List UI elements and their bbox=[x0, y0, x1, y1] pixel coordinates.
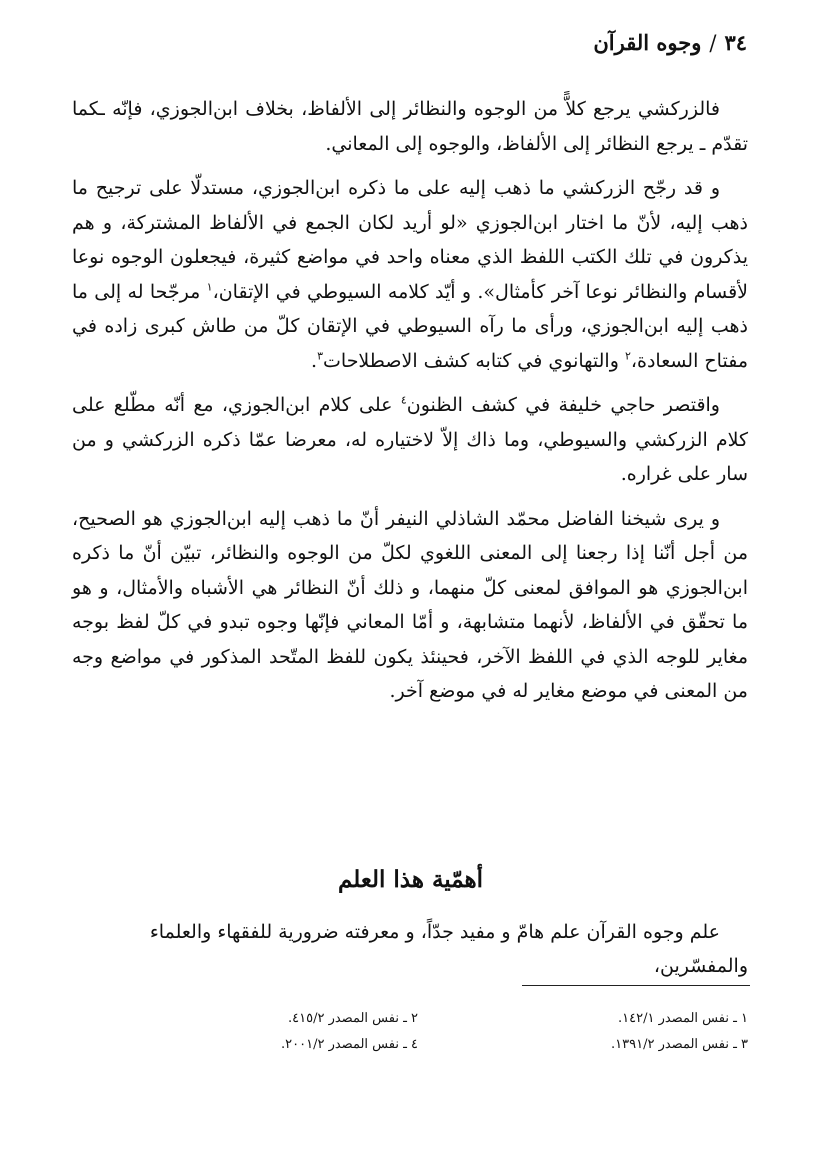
page-number: ٣٤ bbox=[724, 30, 747, 55]
footnote-row bbox=[72, 1032, 748, 1058]
paragraph-text: على كلام ابن‌الجوزي، مع أنّه مطّلع على كلام الزركشي والسيوطي، وما ذاك إلاّ لاختياره له، معرضا عمّا ذكره الزركشي و من سار على غراره. bbox=[72, 394, 748, 485]
section-first-line: علم وجوه القرآن علم هامّ و مفيد جدّاً، و معرفته ضرورية للفقهاء والعلماء والمفسّرين، bbox=[149, 921, 748, 977]
footnote-ref-1: ١ bbox=[206, 280, 213, 294]
paragraph-text: و يرى شيخنا الفاضل محمّد الشاذلي النيفر أنّ ما ذهب إليه ابن‌الجوزي هو الصحيح، من أجل أنّنا إذا رجعنا إلى المعنى اللغوي لكلّ من الوجوه والنظائر، تبيّن أنّ ما ذكره ابن‌الجوزي هو الموافق لمعنى كلّ منهما، و ذلك أنّ النظائر هي الأشباه والأمثال، و هو ما تحقّق في الألفاظ، لأنهما متشابهة، و أمّا المعاني فإنّها وجوه تبدو في كلّ لفظ بوجه مغاير للوجه الذي في اللفظ الآخر، فحينئذ يكون للفظ المتّحد المذكور في مواضع وجه من المعنى في موضع مغاير له في موضع آخر. bbox=[72, 507, 748, 702]
footnote-2: ٢ ـ نفس المصدر ٤١٥/٢. bbox=[287, 1011, 418, 1026]
paragraph-3 bbox=[72, 388, 748, 492]
header-separator: / bbox=[709, 31, 717, 55]
paragraph-4 bbox=[72, 502, 748, 709]
paragraph-1 bbox=[72, 92, 748, 161]
paragraph-text: واقتصر حاجي خليفة في كشف الظنون bbox=[406, 394, 720, 416]
paragraph-text: . bbox=[311, 349, 318, 372]
footnote-3: ٣ ـ نفس المصدر ١٣٩١/٢. bbox=[611, 1037, 748, 1052]
footnote-ref-4: ٤ bbox=[400, 393, 407, 407]
footnote-4: ٤ ـ نفس المصدر ٢٠٠١/٢. bbox=[281, 1037, 418, 1052]
paragraph-2 bbox=[72, 171, 748, 378]
footnote-ref-2: ٢ bbox=[624, 349, 631, 363]
section-heading: أهمّية هذا العلم bbox=[337, 866, 484, 893]
paragraph-text: فالزركشي يرجع كلاًّ من الوجوه والنظائر إلى الألفاظ، بخلاف ابن‌الجوزي، فإنّه ـكما تقدّم ـ يرجع النظائر إلى الألفاظ، والوجوه إلى المعاني. bbox=[72, 98, 748, 155]
footnote-divider bbox=[522, 985, 750, 986]
main-text bbox=[72, 92, 748, 709]
book-title: وجوه القرآن bbox=[593, 30, 702, 55]
paragraph-text: و قد رجّح الزركشي ما ذهب إليه على ما ذكره ابن‌الجوزي، مستدلّا على ترجيح ما ذهب إليه، لأنّ ما اختار ابن‌الجوزي «لو أريد لكان الجمع في الألفاظ المشتركة، و هم يذكرون في تلك الكتب اللفظ الذي معناه واحد في مواضع كثيرة، فيجعلون الوجوه نوعا لأقسام والنظائر نوعا آخر كأمثال». و أيّد كلامه السيوطي في الإتقان، bbox=[72, 177, 748, 303]
paragraph-text: مرجّحا له إلى ما ذهب إليه ابن‌الجوزي، ورأى ما رآه السيوطي في الإتقان كلّ من طاش كبرى زاده في مفتاح السعادة، bbox=[72, 280, 748, 372]
footnote-1: ١ ـ نفس المصدر ١٤٢/١. bbox=[617, 1011, 748, 1026]
footnote-row bbox=[72, 1006, 748, 1032]
footnote-ref-3: ٣ bbox=[317, 349, 324, 363]
footnotes bbox=[72, 1006, 748, 1058]
running-header bbox=[593, 30, 747, 55]
paragraph-text: والتهانوي في كتابه كشف الاصطلاحات bbox=[323, 349, 625, 372]
